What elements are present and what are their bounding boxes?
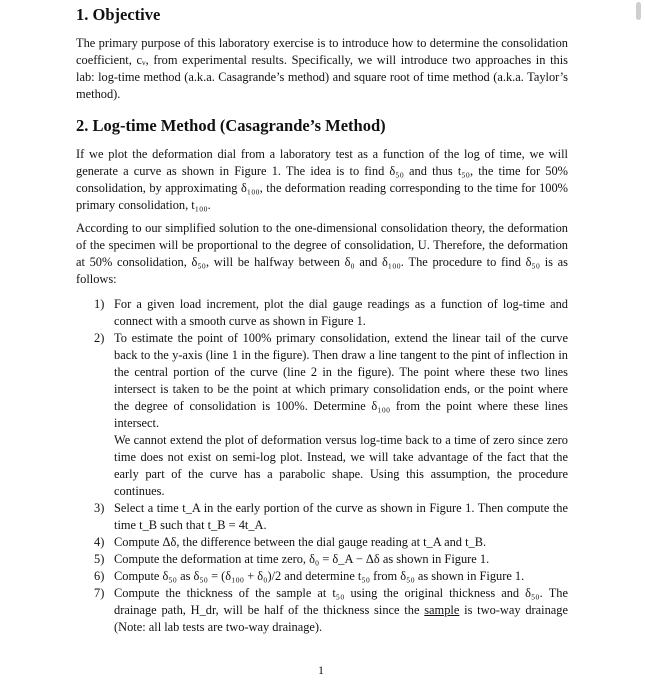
step-text-part: is two-way drainage (Note: all lab tests are two-way drainage). (114, 603, 568, 634)
step-6 (94, 568, 568, 585)
step-number: 3) (94, 501, 105, 515)
step-text-part: Compute the thickness of the sample at t₅₀ using the original thickness and δ₅₀. The drainage path, H_dr, will be half of the thickness since the (114, 586, 568, 617)
step-number: 7) (94, 586, 105, 600)
section-heading-log-time: 2. Log-time Method (Casagrande’s Method) (76, 116, 386, 135)
step-text (114, 585, 568, 636)
step-1 (94, 296, 568, 330)
step-7 (94, 585, 568, 636)
step-number: 1) (94, 297, 105, 311)
step-4 (94, 534, 568, 551)
step-text: Select a time t_A in the early portion of the curve as shown in Figure 1. Then compute the time t_B such that t_B = 4t_A. (114, 501, 568, 532)
step-2 (94, 330, 568, 432)
log-time-paragraph-1: If we plot the deformation dial from a laboratory test as a function of the log of time, we will generate a curve as shown in Figure 1. The idea is to find δ₅₀ and thus t₅₀, the time for 50% consolidation, by approximating δ₁₀₀, the deformation reading corresponding to the time for 100% primary consolidation, t₁₀₀. (76, 147, 568, 212)
log-time-paragraph-2: According to our simplified solution to the one-dimensional consolidation theory, the deformation of the specimen will be proportional to the degree of consolidation, U. Therefore, the deformation at 50% consolidation, δ₅₀, will be halfway between δ₀ and δ₁₀₀. The procedure to find δ₅₀ is as follows: (76, 221, 568, 286)
step-number: 2) (94, 331, 105, 345)
step-number: 4) (94, 535, 105, 549)
scrollbar-thumb[interactable] (636, 2, 641, 20)
section-heading-objective: 1. Objective (76, 5, 161, 24)
step-text: For a given load increment, plot the dial gauge readings as a function of log-time and connect with a smooth curve as shown in Figure 1. (114, 297, 568, 328)
page-number: 1 (318, 663, 324, 677)
underlined-word: sample (424, 603, 460, 617)
step-number: 6) (94, 569, 105, 583)
step-3 (94, 500, 568, 534)
step-2-note: We cannot extend the plot of deformation versus log-time back to a time of zero since zero time does not exist on semi-log plot. Instead, we will take advantage of the fact that the early part of the curve has a parabolic shape. Using this assumption, the procedure continues. (114, 433, 568, 498)
objective-paragraph: The primary purpose of this laboratory exercise is to introduce how to determine the consolidation coefficient, cᵥ, from experimental results. Specifically, we will introduce two approaches in this lab: log-time method (a.k.a. Casagrande’s method) and square root of time method (a.k.a. Taylor’s method). (76, 36, 568, 101)
step-text: To estimate the point of 100% primary consolidation, extend the linear tail of the curve back to the y-axis (line 1 in the figure). Then draw a line tangent to the pint of inflection in the central portion of the curve (line 2 in the figure). The point where these two lines intersect is taken to be the point at which primary consolidation ends, or the point where the degree of consolidation is 100%. Determine δ₁₀₀ from the point where these lines intersect. (114, 331, 568, 430)
step-number: 5) (94, 552, 105, 566)
step-5 (94, 551, 568, 568)
step-text: Compute δ₅₀ as δ₅₀ = (δ₁₀₀ + δ₀)/2 and determine t₅₀ from δ₅₀ as shown in Figure 1. (114, 569, 525, 583)
step-text: Compute Δδ, the difference between the dial gauge reading at t_A and t_B. (114, 535, 487, 549)
step-text: Compute the deformation at time zero, δ₀ = δ_A − Δδ as shown in Figure 1. (114, 552, 490, 566)
